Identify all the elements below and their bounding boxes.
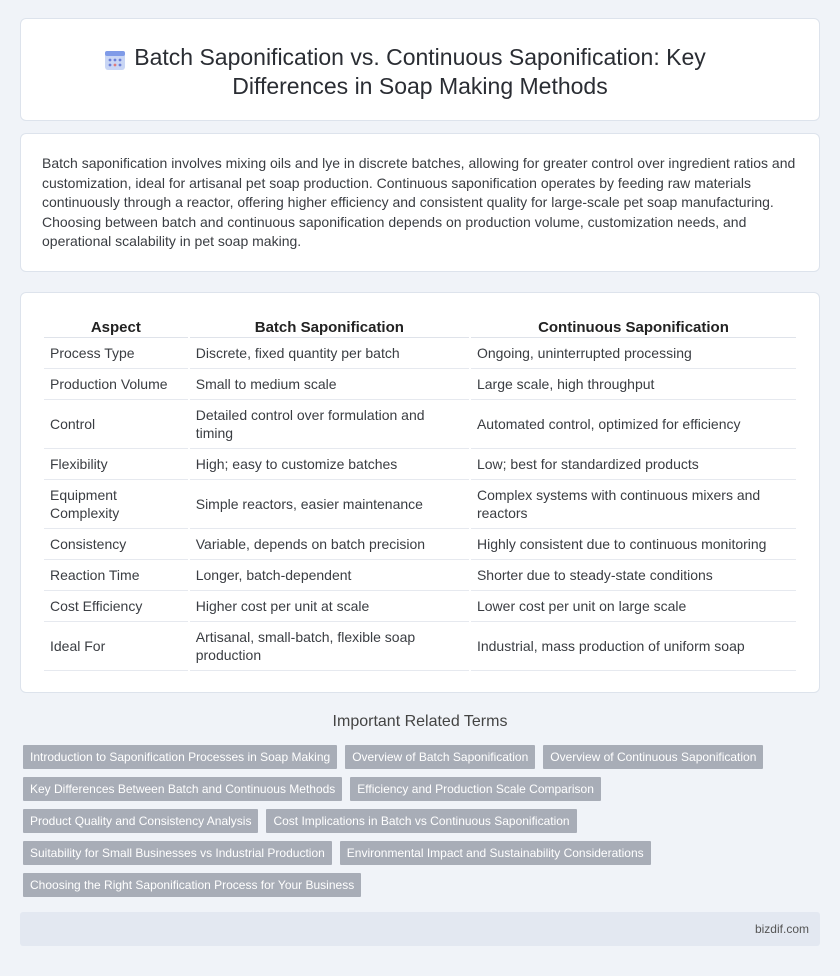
cell-aspect: Reaction Time (44, 560, 188, 591)
related-tag[interactable]: Suitability for Small Businesses vs Industrial Production (23, 841, 332, 865)
cell-continuous: Highly consistent due to continuous monitoring (471, 529, 796, 560)
comparison-table (42, 315, 798, 671)
cell-continuous: Industrial, mass production of uniform soap (471, 622, 796, 671)
cell-continuous: Lower cost per unit on large scale (471, 591, 796, 622)
tag-row (23, 777, 813, 801)
related-tag[interactable]: Overview of Batch Saponification (345, 745, 535, 769)
table-row (44, 560, 796, 591)
header-aspect: Aspect (44, 315, 188, 338)
page-title: Batch Saponification vs. Continuous Saponification: Key Differences in Soap Making Methods (134, 44, 706, 99)
related-tag[interactable]: Introduction to Saponification Processes in Soap Making (23, 745, 337, 769)
related-tag[interactable]: Efficiency and Production Scale Comparison (350, 777, 601, 801)
table-row (44, 338, 796, 369)
tag-row (23, 745, 813, 769)
cell-batch: High; easy to customize batches (190, 449, 469, 480)
cell-aspect: Process Type (44, 338, 188, 369)
cell-aspect: Flexibility (44, 449, 188, 480)
footer (20, 912, 820, 946)
cell-batch: Detailed control over formulation and timing (190, 400, 469, 449)
related-tag[interactable]: Choosing the Right Saponification Process for Your Business (23, 873, 361, 897)
related-terms-title: Important Related Terms (332, 713, 508, 730)
cell-batch: Simple reactors, easier maintenance (190, 480, 469, 529)
related-tag[interactable]: Environmental Impact and Sustainability Considerations (340, 841, 651, 865)
related-terms-list (23, 745, 813, 905)
cell-batch: Variable, depends on batch precision (190, 529, 469, 560)
cell-batch: Discrete, fixed quantity per batch (190, 338, 469, 369)
cell-continuous: Complex systems with continuous mixers and reactors (471, 480, 796, 529)
cell-continuous: Low; best for standardized products (471, 449, 796, 480)
cell-continuous: Large scale, high throughput (471, 369, 796, 400)
cell-continuous: Ongoing, uninterrupted processing (471, 338, 796, 369)
cell-batch: Higher cost per unit at scale (190, 591, 469, 622)
header-continuous: Continuous Saponification (471, 315, 796, 338)
table-row (44, 529, 796, 560)
cell-aspect: Equipment Complexity (44, 480, 188, 529)
related-tag[interactable]: Key Differences Between Batch and Continuous Methods (23, 777, 342, 801)
cell-aspect: Production Volume (44, 369, 188, 400)
tag-row (23, 873, 813, 897)
cell-batch: Longer, batch-dependent (190, 560, 469, 591)
comparison-card (20, 292, 820, 693)
table-row (44, 400, 796, 449)
table-row (44, 369, 796, 400)
tag-row (23, 841, 813, 865)
cell-continuous: Shorter due to steady-state conditions (471, 560, 796, 591)
cell-aspect: Control (44, 400, 188, 449)
table-row (44, 591, 796, 622)
table-row (44, 622, 796, 671)
cell-batch: Artisanal, small-batch, flexible soap production (190, 622, 469, 671)
header-batch: Batch Saponification (190, 315, 469, 338)
table-row (44, 480, 796, 529)
intro-paragraph: Batch saponification involves mixing oils and lye in discrete batches, allowing for greater control over ingredient ratios and customization, ideal for artisanal pet soap production. Continuous saponification operates by feeding raw materials continuously through a reactor, offering higher efficiency and consistent quality for large-scale pet soap manufacturing. Choosing between batch and continuous saponification depends on production volume, customization needs, and operational scalability in pet soap making. (42, 155, 796, 249)
table-header-row (44, 315, 796, 338)
related-tag[interactable]: Overview of Continuous Saponification (543, 745, 763, 769)
tag-row (23, 809, 813, 833)
intro-card (20, 133, 820, 272)
title-card (20, 18, 820, 121)
related-tag[interactable]: Cost Implications in Batch vs Continuous Saponification (266, 809, 576, 833)
cell-batch: Small to medium scale (190, 369, 469, 400)
cell-aspect: Cost Efficiency (44, 591, 188, 622)
table-row (44, 449, 796, 480)
related-tag[interactable]: Product Quality and Consistency Analysis (23, 809, 258, 833)
cell-aspect: Ideal For (44, 622, 188, 671)
footer-site[interactable]: bizdif.com (754, 922, 809, 936)
cell-aspect: Consistency (44, 529, 188, 560)
cell-continuous: Automated control, optimized for efficiency (471, 400, 796, 449)
